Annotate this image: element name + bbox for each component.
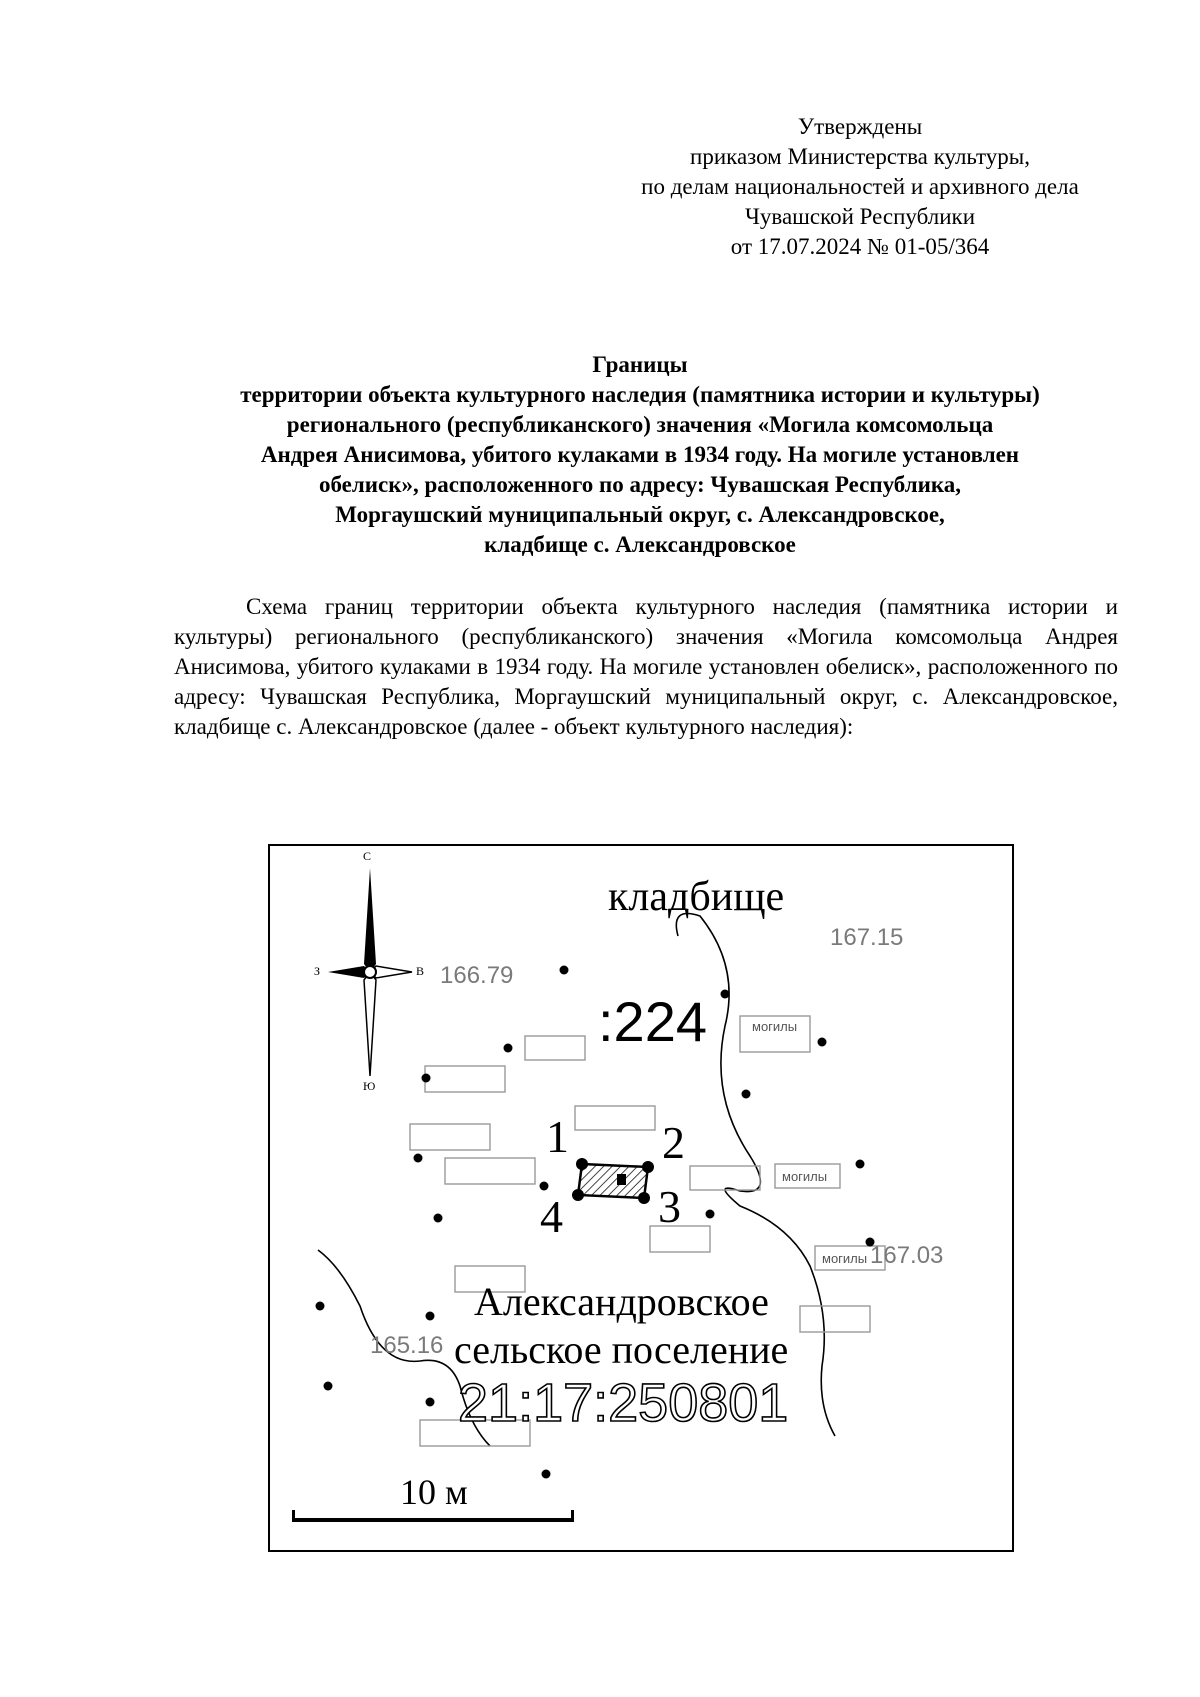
survey-point xyxy=(422,1074,431,1083)
compass-east-label: В xyxy=(416,964,425,978)
grave-outline xyxy=(410,1124,490,1150)
grave-outline xyxy=(800,1306,870,1332)
vertex-label-2: 2 xyxy=(662,1117,685,1168)
title-line-4: Андрея Анисимова, убитого кулаками в 1934 году. На могиле установлен xyxy=(260,442,1020,467)
survey-point xyxy=(742,1090,751,1099)
map-drawing xyxy=(270,846,1014,1552)
survey-point xyxy=(856,1160,865,1169)
compass-rose-icon xyxy=(328,868,412,1076)
survey-point xyxy=(426,1398,435,1407)
grave-outline xyxy=(445,1158,535,1184)
title-line-2: территории объекта культурного наследия (памятника истории и культуры) xyxy=(240,382,1040,407)
graves-label: могилы xyxy=(752,1019,798,1034)
obelisk-marker xyxy=(617,1174,626,1185)
vertex-label-4: 4 xyxy=(540,1191,563,1242)
survey-point xyxy=(542,1470,551,1479)
survey-point xyxy=(540,1182,549,1191)
survey-point xyxy=(504,1044,513,1053)
grave-outline xyxy=(690,1166,760,1190)
survey-point xyxy=(316,1302,325,1311)
boundary-map xyxy=(268,844,1014,1552)
vertex-label-3: 3 xyxy=(658,1181,681,1232)
vertex-label-1: 1 xyxy=(546,1111,569,1162)
elevation-label: 167.15 xyxy=(830,924,904,951)
title-line-6: Моргаушский муниципальный округ, с. Александровское, xyxy=(335,502,945,527)
graves-label: могилы xyxy=(782,1169,828,1184)
compass-south-label: Ю xyxy=(363,1079,376,1093)
approval-block xyxy=(600,112,1120,262)
title-line-7: кладбище с. Александровское xyxy=(484,532,796,557)
boundary-vertex-4 xyxy=(572,1189,584,1201)
survey-point xyxy=(324,1382,333,1391)
graves-label: могилы xyxy=(822,1251,868,1266)
scale-label: 10 м xyxy=(400,1472,468,1512)
grave-outline xyxy=(525,1036,585,1060)
grave-outline xyxy=(575,1106,655,1130)
boundary-vertex-2 xyxy=(642,1161,654,1173)
compass-north-label: С xyxy=(363,849,372,863)
boundary-vertex-3 xyxy=(638,1192,650,1204)
boundary-polygon xyxy=(578,1164,648,1198)
description-paragraph: Схема границ территории объекта культурного наследия (памятника истории и культуры) регионального (республиканского) значения «Могила комсомольца Андрея Анисимова, убитого кулаками в 1934 году. На могиле установлен обелиск», расположенного по адресу: Чувашская Республика, Моргаушский муниципальный округ, с. Александровское, кладбище с. Александровское (далее - объект культурного наследия): xyxy=(174,594,1118,739)
elevation-label: 166.79 xyxy=(440,962,514,989)
survey-point xyxy=(426,1312,435,1321)
elevation-label: 165.16 xyxy=(370,1332,444,1359)
parcel-number: :224 xyxy=(598,990,707,1053)
compass-west-label: З xyxy=(314,964,321,978)
cemetery-label: кладбище xyxy=(608,874,785,920)
document-title xyxy=(160,350,1120,560)
survey-point xyxy=(706,1210,715,1219)
title-line-1: Границы xyxy=(592,352,688,377)
survey-point xyxy=(434,1214,443,1223)
survey-point xyxy=(721,990,730,999)
settlement-label-line-2: сельское поселение xyxy=(454,1327,789,1372)
approval-line-5: от 17.07.2024 № 01-05/364 xyxy=(730,234,990,259)
grave-outline xyxy=(425,1066,505,1092)
survey-point xyxy=(818,1038,827,1047)
approval-line-4: Чувашской Республики xyxy=(744,204,976,229)
boundary-vertex-1 xyxy=(576,1158,588,1170)
survey-point xyxy=(414,1154,423,1163)
elevation-label: 167.03 xyxy=(870,1242,944,1269)
approval-line-2: приказом Министерства культуры, xyxy=(690,144,1030,169)
title-line-3: регионального (республиканского) значения «Могила комсомольца xyxy=(286,412,994,437)
cadastral-block-label: 21:17:250801 xyxy=(458,1373,789,1433)
approval-line-1: Утверждены xyxy=(797,114,923,139)
survey-point xyxy=(560,966,569,975)
approval-line-3: по делам национальностей и архивного дела xyxy=(641,174,1079,199)
title-line-5: обелиск», расположенного по адресу: Чувашская Республика, xyxy=(318,472,962,497)
settlement-label-line-1: Александровское xyxy=(474,1279,769,1324)
